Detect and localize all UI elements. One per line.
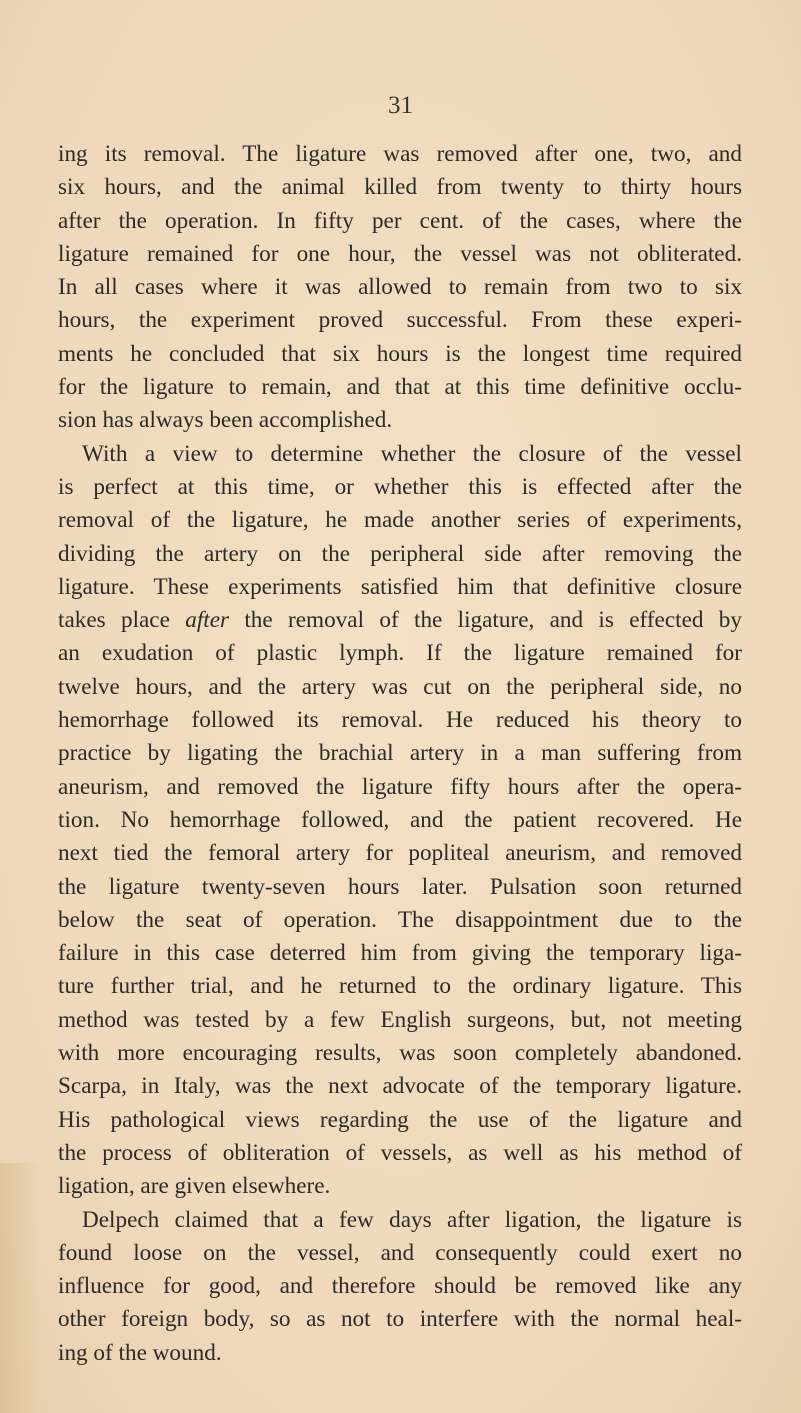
- text-line: for the ligature to remain, and that at this time definitive occlu-: [58, 374, 742, 401]
- text-line: hours, the experiment proved successful. From these experi-: [58, 307, 742, 334]
- text-line: His pathological views regarding the use of the ligature and: [58, 1106, 742, 1133]
- text-line: influence for good, and therefore should be removed like any: [58, 1273, 742, 1300]
- text-line: removal of the ligature, he made another series of experiments,: [58, 507, 742, 534]
- text-segment: takes place: [58, 607, 186, 634]
- text-line: twelve hours, and the artery was cut on the peripheral side, no: [58, 673, 742, 700]
- text-line: practice by ligating the brachial artery in a man suffering from: [58, 740, 742, 767]
- text-line: with more encouraging results, was soon completely abandoned.: [58, 1040, 742, 1067]
- text-line: after the operation. In fifty per cent. of the cases, where the: [58, 207, 742, 234]
- text-line: aneurism, and removed the ligature fifty hours after the opera-: [58, 773, 742, 800]
- text-line: an exudation of plastic lymph. If the ligature remained for: [58, 640, 742, 667]
- text-line: below the seat of operation. The disappointment due to the: [58, 906, 742, 933]
- text-line: ture further trial, and he returned to the ordinary ligature. This: [58, 973, 742, 1000]
- text-line: ing of the wound.: [58, 1339, 222, 1366]
- text-segment: the removal of the ligature, and is effected by: [229, 607, 742, 634]
- text-line: found loose on the vessel, and consequently could exert no: [58, 1239, 742, 1266]
- text-line: failure in this case deterred him from giving the temporary liga-: [58, 940, 742, 967]
- text-line: the process of obliteration of vessels, as well as his method of: [58, 1139, 742, 1166]
- text-line: method was tested by a few English surgeons, but, not meeting: [58, 1006, 742, 1033]
- text-line: next tied the femoral artery for popliteal aneurism, and removed: [58, 840, 742, 867]
- text-line: ligature. These experiments satisfied him that definitive closure: [58, 573, 742, 600]
- text-line: sion has always been accomplished.: [58, 407, 393, 434]
- text-line: the ligature twenty-seven hours later. Pulsation soon returned: [58, 873, 742, 900]
- text-line: ligature remained for one hour, the vessel was not obliterated.: [58, 240, 742, 267]
- text-line: Scarpa, in Italy, was the next advocate of the temporary ligature.: [58, 1073, 742, 1100]
- text-line: With a view to determine whether the closure of the vessel: [82, 440, 742, 467]
- page-number: 31: [388, 92, 413, 119]
- body-text: [58, 138, 742, 1370]
- text-line: is perfect at this time, or whether this is effected after the: [58, 473, 742, 500]
- text-line: In all cases where it was allowed to remain from two to six: [58, 274, 742, 301]
- text-line: Delpech claimed that a few days after ligation, the ligature is: [82, 1206, 742, 1233]
- text-line: hemorrhage followed its removal. He reduced his theory to: [58, 707, 742, 734]
- text-line: ments he concluded that six hours is the longest time required: [58, 340, 742, 367]
- text-line: ing its removal. The ligature was removed after one, two, and: [58, 141, 742, 167]
- text-line: other foreign body, so as not to interfere with the normal heal-: [58, 1306, 742, 1333]
- text-line: six hours, and the animal killed from twenty to thirty hours: [58, 174, 742, 201]
- text-line: tion. No hemorrhage followed, and the patient recovered. He: [58, 806, 742, 833]
- text-line: [58, 604, 742, 637]
- page-stain: [0, 1163, 40, 1413]
- emphasis-text: after: [185, 607, 230, 634]
- text-line: dividing the artery on the peripheral side after removing the: [58, 540, 742, 567]
- text-line: ligation, are given elsewhere.: [58, 1173, 331, 1200]
